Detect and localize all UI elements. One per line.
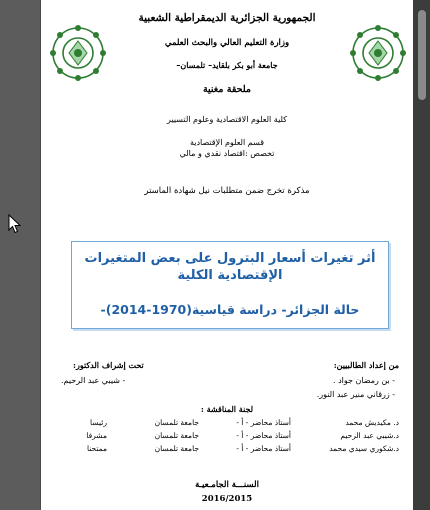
thesis-title-line-1: أثر تغيرات أسعار البترول على بعض المتغيرات [84,251,376,266]
academic-year: 2016/2015 [201,494,253,504]
member-role: رئيسا [90,418,107,427]
committee-row [55,444,399,456]
member-rank: أستاذ محاضر - أ - [236,431,291,440]
thesis-title-line-2: الإقتصادية الكلية [177,268,283,283]
republic-name: الجمهورية الجزائرية الديمقراطية الشعبية [138,12,316,24]
annex-name: ملحقة مغنية [202,84,252,95]
university-name: جامعة أبو بكر بلقايد– تلمسان– [176,60,278,70]
academic-year-label: السنـــة الجامـعيـة [195,480,259,490]
document-header [41,12,413,196]
member-university: جامعة تلمسان [154,431,199,440]
ministry-name: وزارة التعليم العالي والبحث العلمي [164,38,290,48]
supervisor-label: تحت إشراف الدكتور: [73,360,144,370]
member-rank: أستاذ محاضر - أ - [236,444,291,453]
committee-row [55,431,399,443]
document-page [41,0,413,510]
member-name: د. مكيديش محمد [345,418,399,427]
member-name: د.شكوري سيدي محمد [329,444,399,453]
member-role: مشرفا [86,431,107,440]
committee-label: لجنة المناقشة : [200,404,254,414]
thesis-title [72,250,388,284]
supervisor-name: - شيبي عبد الرحيم. [61,376,126,385]
thesis-case-study: حالة الجزائر- دراسة قياسية(1970-2014)- [100,302,360,317]
scrollbar-thumb[interactable] [418,10,426,100]
member-university: جامعة تلمسان [154,444,199,453]
specialty: تخصص :اقتصاد نقدي و مالي [179,149,275,158]
department-name: قسم العلوم الإقتصادية [189,138,265,147]
student-name: - بن رمضان جواد . [333,376,395,385]
memo-purpose: مذكرة تخرج ضمن متطلبات نيل شهادة الماستر [144,186,310,196]
member-rank: أستاذ محاضر - أ - [236,418,291,427]
student-name: - زرقاني منير عبد النور. [316,390,395,399]
faculty-name: كلية العلوم الاقتصادية وعلوم التسيير [167,115,287,124]
thesis-title-box [71,241,389,329]
member-role: ممتحنا [86,444,107,453]
member-name: د.شيبي عبد الرحيم [340,431,399,440]
committee-row [55,418,399,430]
mouse-cursor-icon [8,214,22,234]
member-university: جامعة تلمسان [154,418,199,427]
viewer-left-margin [0,0,40,510]
vertical-scrollbar[interactable] [413,0,430,510]
students-label: من إعداد الطالبيين: [333,360,399,370]
